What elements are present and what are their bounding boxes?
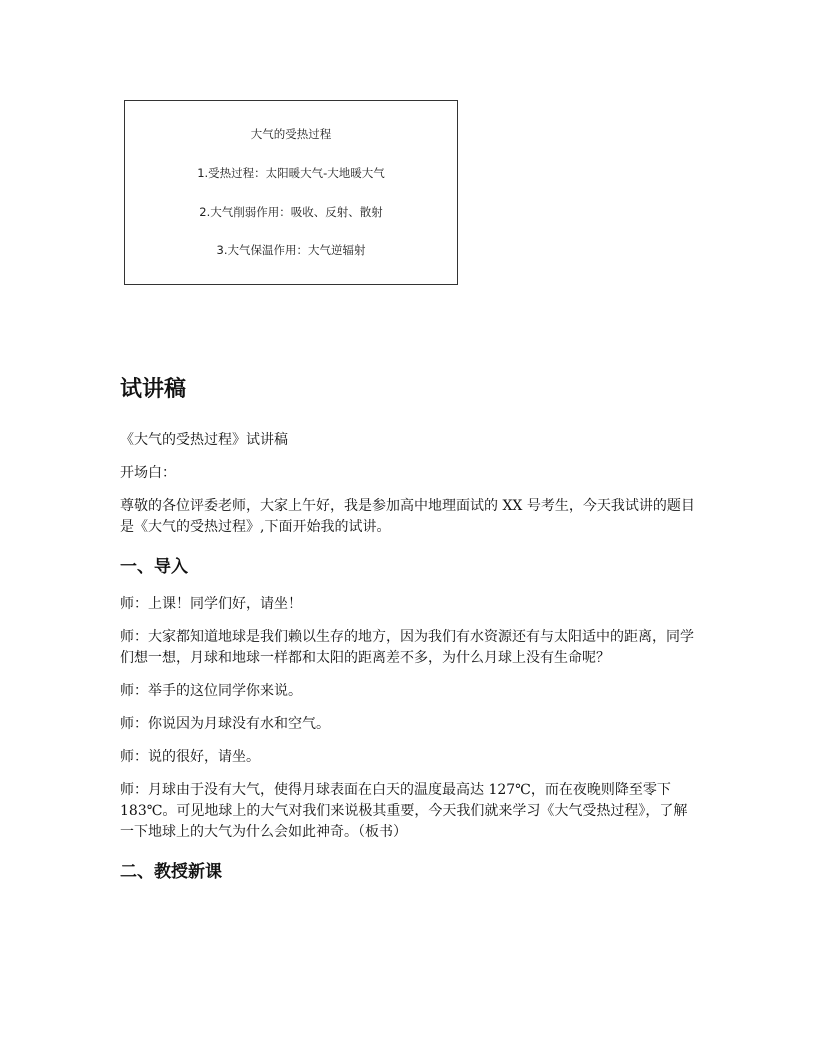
document-body <box>120 372 698 899</box>
blackboard-line-1: 1.受热过程：太阳暖大气-大地暖大气 <box>197 166 385 180</box>
section-1-paragraph: 师：上课！同学们好，请坐！ <box>120 596 302 612</box>
section-1-paragraph: 师：说的很好，请坐。 <box>120 749 260 765</box>
blackboard-line-2: 2.大气削弱作用：吸收、反射、散射 <box>199 205 383 219</box>
section-1-heading: 一、导入 <box>120 557 188 577</box>
section-2-heading: 二、教授新课 <box>120 862 222 882</box>
section-1-paragraph: 师：举手的这位同学你来说。 <box>120 683 302 699</box>
blackboard-summary-box <box>124 100 458 285</box>
opening-label: 开场白： <box>120 465 176 481</box>
blackboard-title: 大气的受热过程 <box>250 127 332 141</box>
section-1-paragraph: 师：大家都知道地球是我们赖以生存的地方，因为我们有水资源还有与太阳适中的距离，同学们想一想，月球和地球一样都和太阳的距离差不多，为什么月球上没有生命呢？ <box>120 629 694 666</box>
document-subtitle: 《大气的受热过程》试讲稿 <box>120 432 288 448</box>
opening-paragraph: 尊敬的各位评委老师，大家上午好，我是参加高中地理面试的 XX 号考生，今天我试讲的题目是《大气的受热过程》,下面开始我的试讲。 <box>120 498 695 535</box>
document-title: 试讲稿 <box>120 377 187 402</box>
blackboard-line-3: 3.大气保温作用：大气逆辐射 <box>216 243 366 257</box>
section-1-paragraph: 师：月球由于没有大气，使得月球表面在白天的温度最高达 127℃，而在夜晚则降至零下 183℃。可见地球上的大气对我们来说极其重要，今天我们就来学习《大气受热过程》，了解一下地球上的大气为什么会如此神奇。（板书） <box>120 782 688 840</box>
section-1-paragraph: 师：你说因为月球没有水和空气。 <box>120 716 330 732</box>
